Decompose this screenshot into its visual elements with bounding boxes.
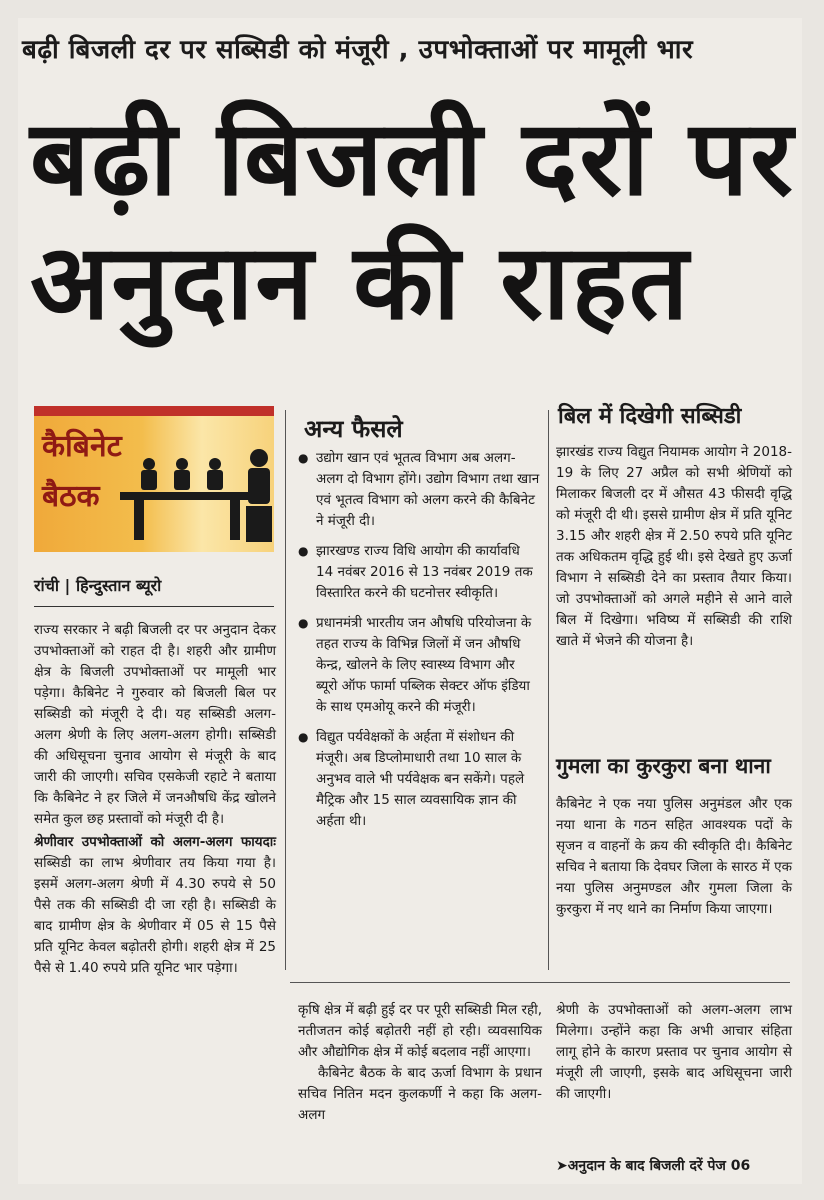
gumla-police-text: कैबिनेट ने एक नया पुलिस अनुमंडल और एक नया थाना के गठन सहित आवश्यक पदों के सृजन व वाहनों के क्रय की स्वीकृति दी। कैबिनेट सचिव ने बताया कि देवघर जिला के सारठ में एक नया पुलिस अनुमण्डल और गुमला जिला के कुरकुरा में नए थाने का निर्माण किया जाएगा। [556,796,792,917]
continuation-right-p1: श्रेणी के उपभोक्ताओं को अलग-अलग लाभ मिलेगा। उन्होंने कहा कि अभी आचार संहिता लागू होने के कारण प्रस्ताव पर चुनाव आयोग से मंजूरी ली जाएगी, इसके बाद अधिसूचना जारी की जाएगी। [556,1002,792,1102]
list-item: ● प्रधानमंत्री भारतीय जन औषधि परियोजना के तहत राज्य के विभिन्न जिलों में जन औषधि केन्द्र, खोलने के लिए स्वास्थ्य विभाग और ब्यूरो ऑफ फार्मा पब्लिक सेक्टर ऑफ इंडिया के साथ एमओयू करने की मंजूरी। [296,613,540,718]
continuation-middle [298,1000,542,1126]
cabinet-meeting-badge [34,406,274,552]
column-divider-1 [285,410,286,970]
lead-subhead: श्रेणीवार उपभोक्ताओं को अलग-अलग फायदाः [34,834,276,850]
lead-paragraph-1: राज्य सरकार ने बढ़ी बिजली दर पर अनुदान देकर उपभोक्ताओं को राहत दी है। शहरी और ग्रामीण क्षेत्र के बिजली उपभोक्ताओं पर मामूली भार पड़ेगा। कैबिनेट ने गुरुवार को बिजली बिल पर सब्सिडी को मंजूरी दे दी। यह सब्सिडी अलग-अलग श्रेणी के लिए अलग-अलग होगी। सब्सिडी की अधिसूचना चुनाव आयोग से मंजूरी के बाद जारी की जाएगी। सचिव एसकेजी रहाटे ने बताया कि कैबिनेट ने हर जिले में जनऔषधि केंद्र खोलने समेत कुल छह प्रस्तावों को मंजूरी दी है। [34,622,276,827]
section-rule [290,982,790,983]
badge-label-line1: कैबिनेट [42,429,122,464]
column-divider-2 [548,410,549,970]
lead-paragraph-2-body: सब्सिडी का लाभ श्रेणीवार तय किया गया है। इसमें अलग-अलग श्रेणी में 4.30 रुपये से 50 पैसे तक की सब्सिडी दी जा रही है। सब्सिडी के बाद ग्रामीण क्षेत्र के श्रेणीवार में 05 से 15 पैसे प्रति यूनिट केवल बढ़ोतरी होगी। शहरी क्षेत्र में 25 पैसे से 1.40 रुपये प्रति यूनिट भार पड़ेगा। [34,855,276,976]
bill-subsidy-title: बिल में दिखेगी सब्सिडी [558,404,742,429]
byline: रांची | हिन्दुस्तान ब्यूरो [34,576,162,595]
list-item: ● झारखण्ड राज्य विधि आयोग की कार्यावधि 14 नवंबर 2016 से 13 नवंबर 2019 तक विस्तारित करने की घटनोत्तर स्वीकृति। [296,541,540,604]
main-headline-line1: बढ़ी बिजली दरों पर [30,97,795,219]
other-decisions-list [296,448,540,841]
jump-line: ➤अनुदान के बाद बिजली दरें पेज 06 [556,1158,751,1174]
list-item: ● उद्योग खान एवं भूतत्व विभाग अब अलग-अलग दो विभाग होंगे। उद्योग विभाग तथा खान एवं भूतत्व विभाग को अलग करने की कैबिनेट ने मंजूरी दी। [296,448,540,532]
bill-subsidy-text: झारखंड राज्य विद्युत नियामक आयोग ने 2018-19 के लिए 27 अप्रैल को सभी श्रेणियों को मिलाकर बिजली दर में औसत 43 फीसदी वृद्धि को मंजूरी दी थी। इससे ग्रामीण क्षेत्र में प्रति यूनिट 3.15 और शहरी क्षेत्र में 2.50 रुपये प्रति यूनिट तक अधिकतम वृद्धि हुई थी। इसे देखते हुए ऊर्जा विभाग ने सब्सिडी देने का प्रस्ताव तैयार किया। जो उपभोक्ताओं को अगले महीने से आने वाले बिल में दिखेगा। भविष्य में सब्सिडी की राशि खाते में भेजने की योजना है। [556,444,792,649]
kicker-headline: बढ़ी बिजली दर पर सब्सिडी को मंजूरी , उपभोक्ताओं पर मामूली भार [22,35,694,65]
main-headline-line2: अनुदान की राहत [30,221,691,343]
continuation-right [556,1000,792,1105]
list-item: ● विद्युत पर्यवेक्षकों के अर्हता में संशोधन की मंजूरी। अब डिप्लोमाधारी तथा 10 साल के अनुभव वाले भी पर्यवेक्षक बन सकेंगे। पहले मैट्रिक और 15 साल व्यवसायिक ज्ञान की अर्हता थी। [296,727,540,832]
lead-article [34,620,276,979]
continuation-middle-p2: कैबिनेट बैठक के बाद ऊर्जा विभाग के प्रधान सचिव नितिन मदन कुलकर्णी ने कहा कि अलग-अलग [298,1065,542,1123]
continuation-middle-p1: कृषि क्षेत्र में बढ़ी हुई दर पर पूरी सब्सिडी मिल रही, नतीजतन कोई बढ़ोतरी नहीं हो रही। व्यवसायिक और औद्योगिक क्षेत्र में कोई बदलाव नहीं आएगा। [298,1002,542,1060]
byline-rule [34,606,274,607]
gumla-police-title: गुमला का कुरकुरा बना थाना [556,754,771,778]
other-decisions-title: अन्य फैसले [304,415,403,443]
meeting-people-illustration [34,406,274,552]
badge-label-line2: बैठक [42,479,100,514]
lead-paragraph-2 [34,832,276,979]
